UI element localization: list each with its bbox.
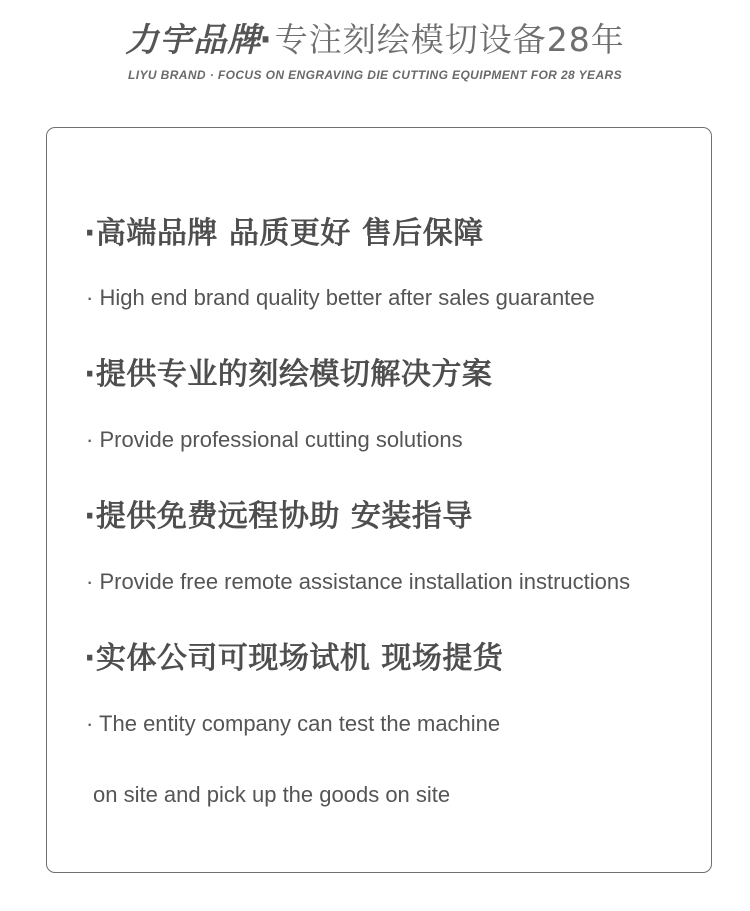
feature-description-remote-assistance: · Provide free remote assistance installation instructions — [86, 569, 631, 594]
feature-description-cutting-solutions: · Provide professional cutting solutions — [86, 427, 463, 452]
feature-card — [46, 127, 712, 873]
page-title — [0, 14, 750, 66]
feature-description-onsite-test: · The entity company can test the machine — [86, 711, 501, 736]
page-header — [0, 14, 750, 82]
feature-description-brand-quality: · High end brand quality better after sales guarantee — [86, 285, 595, 310]
feature-heading-cutting-solutions: ·提供专业的刻绘模切解决方案 — [84, 357, 493, 392]
slogan: 专注刻绘模切设备28年 — [274, 20, 625, 59]
title-separator: · — [259, 20, 273, 59]
feature-heading-remote-assistance: ·提供免费远程协助 安装指导 — [84, 499, 473, 534]
brand-name: 力宇品牌 — [125, 20, 262, 59]
feature-heading-onsite-test: ·实体公司可现场试机 现场提货 — [84, 641, 504, 676]
feature-description-onsite-test-continued: on site and pick up the goods on site — [93, 782, 451, 807]
feature-heading-brand-quality: ·高端品牌 品质更好 售后保障 — [84, 216, 484, 251]
english-subtitle: LIYU BRAND · FOCUS ON ENGRAVING DIE CUTTING EQUIPMENT FOR 28 YEARS — [128, 68, 622, 82]
